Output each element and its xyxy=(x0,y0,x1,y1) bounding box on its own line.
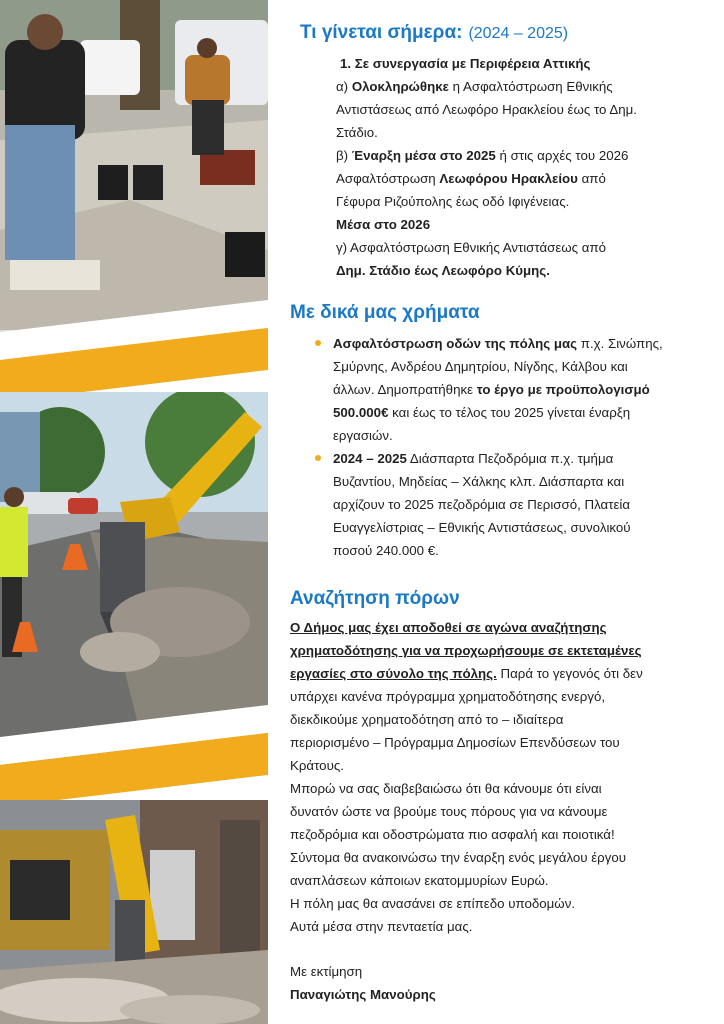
item-b xyxy=(290,144,700,167)
item1-heading xyxy=(290,52,700,75)
item1-heading-text: 1. Σε συνεργασία με Περιφέρεια Αττικής xyxy=(340,56,591,71)
section-title-resources: Αναζήτηση πόρων xyxy=(290,588,460,609)
main-content xyxy=(290,22,700,1006)
resources-p2-3: πεζοδρόμια και οδοστρώματα πιο ασφαλή και ποιοτικά! xyxy=(290,827,615,842)
item-b-rest: ή στις αρχές του 2026 xyxy=(495,148,629,163)
resources-u2-text: χρηματοδότησης για να προχωρήσουμε σε εκτεταμένες xyxy=(290,643,642,658)
list-item xyxy=(290,332,700,447)
section-title-today xyxy=(300,22,700,44)
item-a-bold: Ολοκληρώθηκε xyxy=(351,79,449,94)
item-b-line2-post: από xyxy=(577,171,606,186)
item-b-line2 xyxy=(290,167,700,190)
item-b-line2-pre: Ασφαλτόστρωση xyxy=(336,171,440,186)
bullet2-t5: ποσού 240.000 €. xyxy=(333,543,439,558)
resources-p2-2: δυνατόν ώστε να βρούμε τους πόρους για να κάνουμε xyxy=(290,804,608,819)
sidewalk-workers-photo xyxy=(0,0,268,330)
list-item xyxy=(290,447,700,562)
bullet2-t3: αρχίζουν το 2025 πεζοδρόμια σε Περισσό, Πλατεία xyxy=(333,497,631,512)
signature-name xyxy=(290,983,700,1006)
item-a-rest: η Ασφαλτόστρωση Εθνικής xyxy=(448,79,613,94)
item-b-prefix: β) xyxy=(336,148,352,163)
column-divider xyxy=(268,0,278,1024)
resources-t5: διεκδικούμε χρηματοδότηση από το – ιδιαίτερα xyxy=(290,712,564,727)
item-b-line2-bold: Λεωφόρου Ηρακλείου xyxy=(439,171,578,186)
resources-p2-5: αναπλάσεων κάποιων εκατομμυρίων Ευρώ. xyxy=(290,873,549,888)
bullet1-bold: Ασφαλτόστρωση οδών της πόλης μας xyxy=(333,336,578,351)
within-2026 xyxy=(290,213,700,236)
resources-p2-6: Η πόλη μας θα ανασάνει σε επίπεδο υποδομών. xyxy=(290,896,576,911)
item-c-line1: γ) Ασφαλτόστρωση Εθνικής Αντιστάσεως από xyxy=(336,240,607,255)
bullet-icon xyxy=(315,340,321,346)
item-a xyxy=(290,75,700,98)
item-a-line2: Αντιστάσεως από Λεωφόρο Ηρακλείου έως το Δημ. xyxy=(336,102,637,117)
bullet1-bold2: το έργο με προϋπολογισμό xyxy=(476,382,650,397)
item-a-line3: Στάδιο. xyxy=(336,125,378,140)
resources-p2-1: Μπορώ να σας διαβεβαιώσω ότι θα κάνουμε ότι είναι xyxy=(290,781,602,796)
resources-u3-text: εργασίες στο σύνολο της πόλης. xyxy=(290,666,497,681)
resources-t4: υπάρχει κανένα πρόγραμμα χρηματοδότησης ενεργό, xyxy=(290,689,606,704)
resources-p2-7: Αυτά μέσα στην πενταετία μας. xyxy=(290,919,473,934)
excavator-building-photo xyxy=(0,800,268,1024)
item-a-prefix: α) xyxy=(336,79,352,94)
section-title-own-money: Με δικά μας χρήματα xyxy=(290,302,480,323)
bullet1-t5: εργασιών. xyxy=(333,428,393,443)
signature-regards: Με εκτίμηση xyxy=(290,964,363,979)
item-c-line2 xyxy=(290,259,700,282)
bullet2-text xyxy=(333,447,631,562)
item-c-line2-text: Δημ. Στάδιο έως Λεωφόρο Κύμης. xyxy=(336,263,550,278)
photo-column xyxy=(0,0,268,1024)
resources-u3 xyxy=(290,662,700,685)
resources-t7: Κράτους. xyxy=(290,758,344,773)
within-2026-text: Μέσα στο 2026 xyxy=(336,217,431,232)
bullet2-t1: Διάσπαρτα Πεζοδρόμια π.χ. τμήμα xyxy=(406,451,614,466)
section-title-text: Τι γίνεται σήμερα: xyxy=(300,22,463,43)
bullet1-amount: 500.000€ xyxy=(333,405,389,420)
bullet2-bold: 2024 – 2025 xyxy=(333,451,407,466)
bullet1-t2: Σμύρνης, Ανδρέου Δημητρίου, Νίγδης, Κάλβου και xyxy=(333,359,628,374)
bullet2-t4: Ευαγγελίστριας – Εθνικής Αντιστάσεως, συνολικού xyxy=(333,520,631,535)
resources-t6: περιορισμένο – Πρόγραμμα Δημοσίων Επενδύσεων του xyxy=(290,735,620,750)
item-b-bold: Έναρξη μέσα στο 2025 xyxy=(351,148,496,163)
bullet-icon xyxy=(315,455,321,461)
resources-p2-4: Σύντομα θα ανακοινώσω την έναρξη ενός μεγάλου έργου xyxy=(290,850,627,865)
bullet2-t2: Βυζαντίου, Μηδείας – Χάλκης κλπ. Διάσπαρτα και xyxy=(333,474,625,489)
bullet1-t4: και έως το τέλος του 2025 γίνεται έναρξη xyxy=(388,405,631,420)
bullet1-t3: άλλων. Δημοπρατήθηκε xyxy=(333,382,477,397)
years-range: (2024 – 2025) xyxy=(468,25,569,42)
bullet1-t1: π.χ. Σινώπης, xyxy=(577,336,663,351)
resources-u2 xyxy=(290,639,700,662)
item-b-line3: Γέφυρα Ριζούπολης έως οδό Ιφιγένειας. xyxy=(336,194,570,209)
resources-u1 xyxy=(290,616,700,639)
resources-u1-text: Ο Δήμος μας έχει αποδοθεί σε αγώνα αναζήτησης xyxy=(290,620,607,635)
bullet1-text xyxy=(333,332,663,447)
resources-t3: Παρά το γεγονός ότι δεν xyxy=(496,666,643,681)
signature-name-text: Παναγιώτης Μανούρης xyxy=(290,987,436,1002)
